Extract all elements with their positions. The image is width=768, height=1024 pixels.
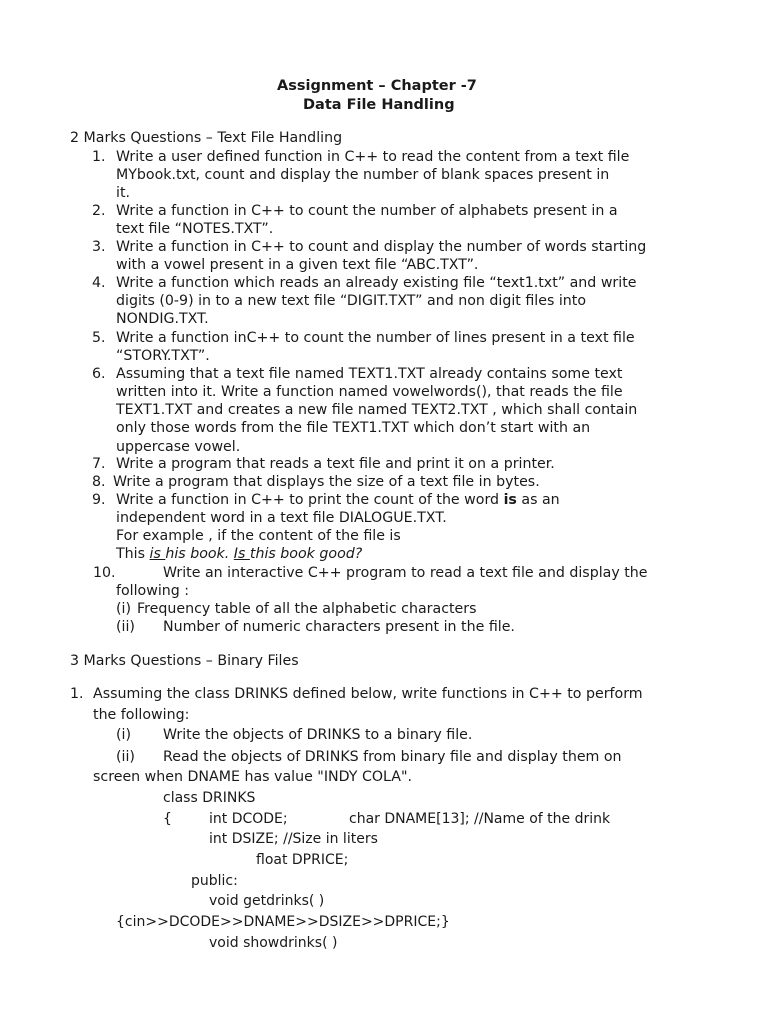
q3-line: Write a function in C++ to count and display the number of words starting — [116, 239, 647, 255]
code-line: float DPRICE; — [256, 852, 349, 868]
q7-number: 7. — [92, 456, 106, 472]
q10-sub-label: (i) — [116, 601, 132, 617]
q6-line: Assuming that a text file named TEXT1.TXT already contains some text — [116, 366, 623, 382]
q2-line: text file “NOTES.TXT”. — [116, 221, 274, 237]
title-line-1: Assignment – Chapter -7 — [277, 78, 477, 94]
q10-sub-text: Number of numeric characters present in the file. — [163, 619, 515, 635]
section-heading-text-files: 2 Marks Questions – Text File Handling — [70, 130, 343, 146]
q5-line: Write a function inC++ to count the number of lines present in a text file — [116, 330, 635, 346]
q2-line: Write a function in C++ to count the number of alphabets present in a — [116, 203, 618, 219]
code-brace: { — [163, 811, 172, 827]
s2-q1-line: screen when DNAME has value "INDY COLA". — [93, 769, 412, 785]
q9-line — [116, 491, 560, 509]
q9-example-underlined: Is — [233, 546, 250, 562]
s2-q1-line: the following: — [93, 707, 190, 723]
q9-line: For example , if the content of the file is — [116, 528, 401, 544]
code-line: void getdrinks( ) — [209, 893, 325, 909]
q9-text: as an — [516, 492, 560, 508]
q6-line: written into it. Write a function named vowelwords(), that reads the file — [116, 384, 623, 400]
title-line-2: Data File Handling — [303, 97, 455, 113]
q2-number: 2. — [92, 203, 106, 219]
q6-line: uppercase vowel. — [116, 439, 241, 455]
q10-sub-text: Frequency table of all the alphabetic characters — [137, 601, 477, 617]
code-line: int DSIZE; //Size in liters — [209, 831, 378, 847]
q6-number: 6. — [92, 366, 106, 382]
q1-number: 1. — [92, 149, 106, 165]
q3-line: with a vowel present in a given text file “ABC.TXT”. — [116, 257, 479, 273]
s2-q1-sub-text: Write the objects of DRINKS to a binary file. — [163, 727, 473, 743]
code-line: int DCODE; — [209, 811, 288, 827]
q4-line: digits (0-9) in to a new text file “DIGIT.TXT” and non digit files into — [116, 293, 587, 309]
code-line: {cin>>DCODE>>DNAME>>DSIZE>>DPRICE;} — [116, 914, 450, 930]
q6-line: TEXT1.TXT and creates a new file named TEXT2.TXT , which shall contain — [116, 402, 638, 418]
q1-line: MYbook.txt, count and display the number of blank spaces present in — [116, 167, 610, 183]
q9-line: independent word in a text file DIALOGUE.TXT. — [116, 510, 447, 526]
code-line: public: — [191, 873, 238, 889]
q10-number: 10. — [93, 565, 116, 581]
q9-bold-word: is — [503, 492, 517, 508]
q8-line: Write a program that displays the size of a text file in bytes. — [113, 474, 540, 490]
q9-example-line — [116, 545, 362, 563]
q10-sub-label: (ii) — [116, 619, 135, 635]
q9-example-underlined: is — [149, 546, 166, 562]
code-line: char DNAME[13]; //Name of the drink — [349, 811, 611, 827]
q9-text: Write a function in C++ to print the count of the word — [116, 492, 504, 508]
s2-q1-number: 1. — [70, 686, 84, 702]
s2-q1-sub-label: (i) — [116, 727, 132, 743]
q7-line: Write a program that reads a text file and print it on a printer. — [116, 456, 555, 472]
q1-line: it. — [116, 185, 131, 201]
s2-q1-line: Assuming the class DRINKS defined below, write functions in C++ to perform — [93, 686, 643, 702]
q9-example-text: This — [116, 546, 150, 562]
q4-line: NONDIG.TXT. — [116, 311, 209, 327]
q4-number: 4. — [92, 275, 106, 291]
q3-number: 3. — [92, 239, 106, 255]
section-heading-binary-files: 3 Marks Questions – Binary Files — [70, 653, 299, 669]
code-line: class DRINKS — [163, 790, 256, 806]
s2-q1-sub-label: (ii) — [116, 749, 135, 765]
q10-line: Write an interactive C++ program to read a text file and display the — [163, 565, 648, 581]
q6-line: only those words from the file TEXT1.TXT which don’t start with an — [116, 420, 591, 436]
q5-line: “STORY.TXT”. — [116, 348, 210, 364]
q5-number: 5. — [92, 330, 106, 346]
code-line: void showdrinks( ) — [209, 935, 338, 951]
q10-line: following : — [116, 583, 190, 599]
q9-example-italic: his book. — [165, 546, 234, 562]
q9-number: 9. — [92, 492, 106, 508]
q4-line: Write a function which reads an already existing file “text1.txt” and write — [116, 275, 637, 291]
q9-example-italic: this book good? — [249, 546, 363, 562]
q8-number: 8. — [92, 474, 106, 490]
q1-line: Write a user defined function in C++ to read the content from a text file — [116, 149, 630, 165]
s2-q1-sub-text: Read the objects of DRINKS from binary file and display them on — [163, 749, 622, 765]
